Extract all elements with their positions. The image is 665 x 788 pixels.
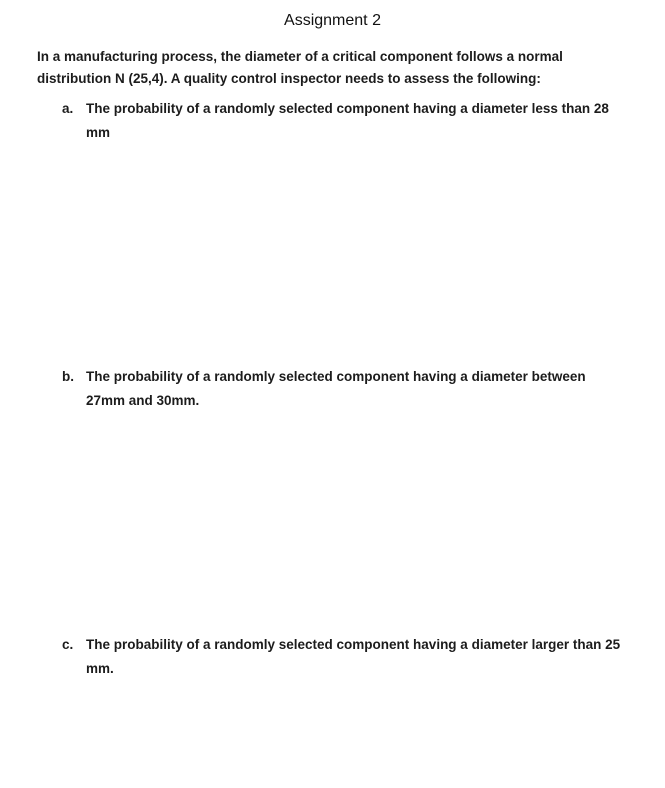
question-item (62, 365, 622, 413)
question-marker: a. (62, 101, 74, 116)
question-marker: b. (62, 369, 74, 384)
question-item (62, 97, 622, 145)
page-title: Assignment 2 (284, 12, 381, 29)
question-text: The probability of a randomly selected component having a diameter less than 28 mm (86, 101, 609, 140)
intro-paragraph: In a manufacturing process, the diameter of a critical component follows a normal distribution N (25,4). A quality control inspector needs to assess the following: (37, 49, 563, 86)
question-text: The probability of a randomly selected component having a diameter larger than 25 mm. (86, 637, 621, 676)
question-text: The probability of a randomly selected component having a diameter between 27mm and 30mm. (86, 369, 586, 408)
question-item (62, 633, 622, 681)
question-marker: c. (62, 637, 74, 652)
